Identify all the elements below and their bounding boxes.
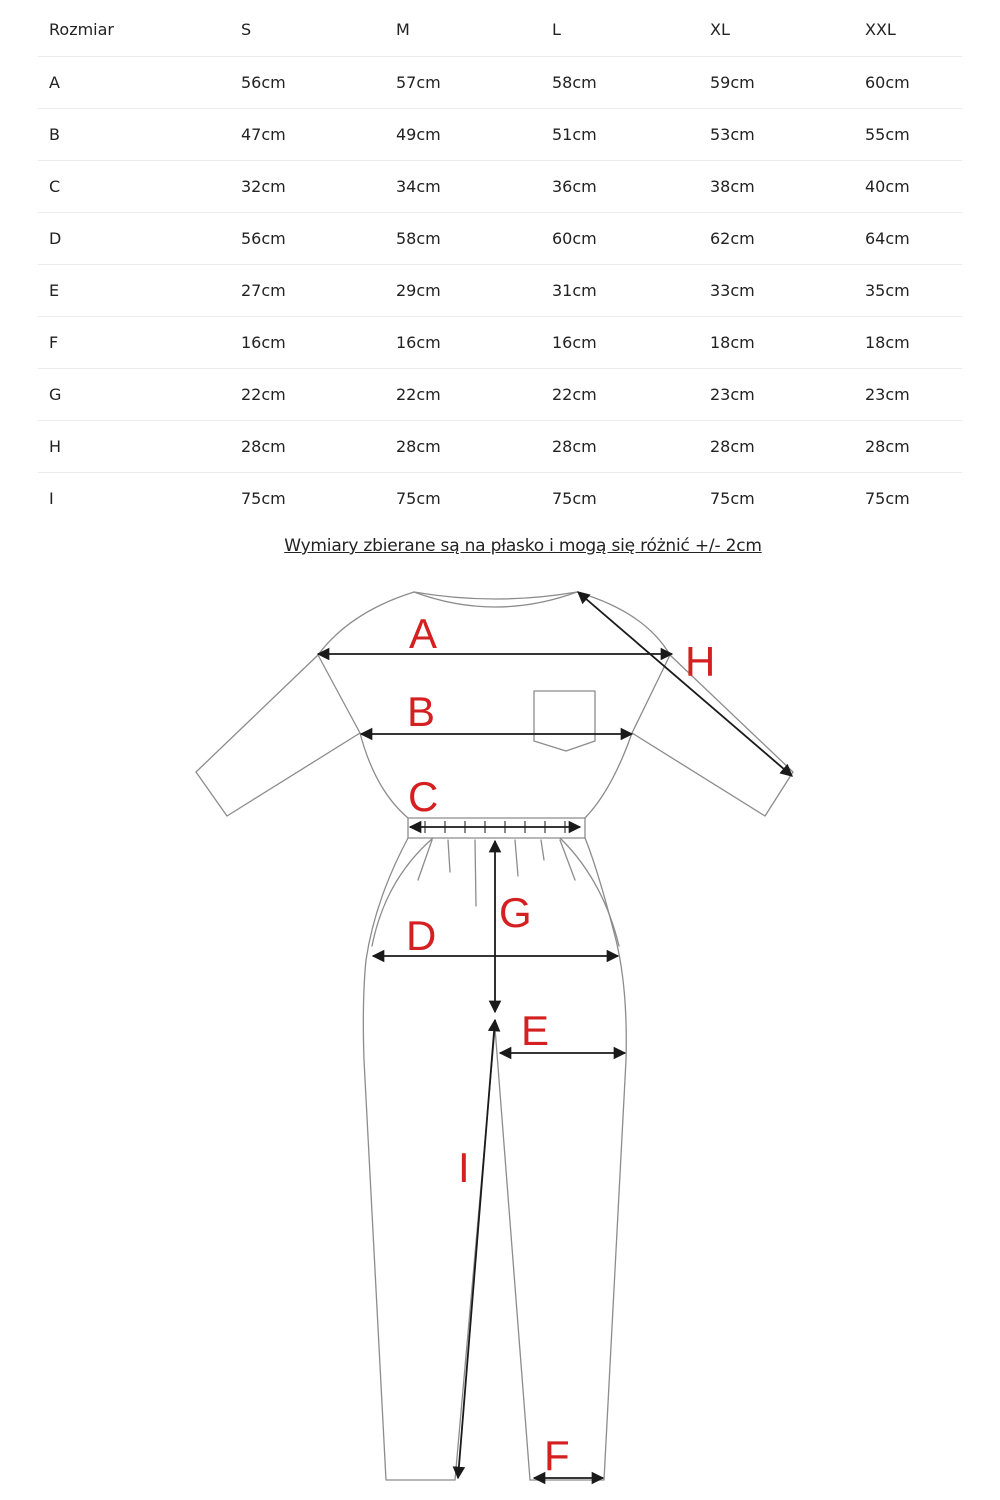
measure-label: A bbox=[38, 57, 230, 109]
right-hip-seam bbox=[560, 838, 619, 946]
table-cell: 28cm bbox=[385, 421, 541, 473]
measure-label: E bbox=[38, 265, 230, 317]
measurement-arrows bbox=[318, 592, 792, 1478]
table-cell: 16cm bbox=[541, 317, 699, 369]
waistband bbox=[408, 818, 585, 838]
table-cell: 53cm bbox=[699, 109, 854, 161]
header-size-s: S bbox=[230, 0, 385, 57]
label-e: E bbox=[521, 1007, 550, 1054]
table-cell: 57cm bbox=[385, 57, 541, 109]
table-cell: 31cm bbox=[541, 265, 699, 317]
label-d: D bbox=[406, 912, 437, 959]
label-h: H bbox=[685, 638, 716, 685]
table-header-row bbox=[38, 0, 962, 57]
table-cell: 47cm bbox=[230, 109, 385, 161]
measure-label: H bbox=[38, 421, 230, 473]
header-size-l: L bbox=[541, 0, 699, 57]
table-cell: 32cm bbox=[230, 161, 385, 213]
garment-outline bbox=[196, 592, 793, 1480]
neckline bbox=[414, 592, 577, 607]
label-a: A bbox=[409, 610, 438, 657]
table-cell: 60cm bbox=[541, 213, 699, 265]
bodice-left bbox=[318, 655, 408, 818]
arrow-i bbox=[458, 1020, 495, 1478]
table-cell: 27cm bbox=[230, 265, 385, 317]
table-cell: 16cm bbox=[385, 317, 541, 369]
table-cell: 18cm bbox=[854, 317, 962, 369]
table-cell: 35cm bbox=[854, 265, 962, 317]
right-shoulder bbox=[577, 592, 670, 655]
label-b: B bbox=[407, 688, 436, 735]
measure-label: B bbox=[38, 109, 230, 161]
table-row bbox=[38, 421, 962, 473]
table-cell: 59cm bbox=[699, 57, 854, 109]
waist-gathers bbox=[418, 840, 575, 906]
table-row bbox=[38, 317, 962, 369]
table-cell: 60cm bbox=[854, 57, 962, 109]
chest-pocket bbox=[534, 691, 595, 751]
table-cell: 62cm bbox=[699, 213, 854, 265]
left-leg-outer bbox=[363, 838, 455, 1480]
left-sleeve bbox=[196, 655, 360, 816]
label-i: I bbox=[458, 1144, 470, 1191]
arrow-c-ticks bbox=[425, 821, 565, 833]
table-cell: 22cm bbox=[230, 369, 385, 421]
measure-label: G bbox=[38, 369, 230, 421]
table-row bbox=[38, 213, 962, 265]
table-row bbox=[38, 109, 962, 161]
table-cell: 51cm bbox=[541, 109, 699, 161]
measure-label: D bbox=[38, 213, 230, 265]
bodice-right bbox=[585, 655, 670, 818]
measure-label: I bbox=[49, 489, 54, 508]
header-size-xl: XL bbox=[699, 0, 854, 57]
header-size-xxl: XXL bbox=[854, 0, 962, 57]
table-row bbox=[38, 265, 962, 317]
table-cell: 22cm bbox=[385, 369, 541, 421]
table-cell: 58cm bbox=[541, 57, 699, 109]
table-cell: 28cm bbox=[854, 421, 962, 473]
table-cell: 40cm bbox=[854, 161, 962, 213]
table-cell: 23cm bbox=[854, 369, 962, 421]
table-cell: 29cm bbox=[385, 265, 541, 317]
right-leg-outer bbox=[530, 838, 626, 1480]
header-size-label: Rozmiar bbox=[38, 0, 230, 57]
table-cell: 58cm bbox=[385, 213, 541, 265]
left-shoulder bbox=[318, 592, 414, 655]
label-g: G bbox=[499, 889, 532, 936]
table-cell: 18cm bbox=[699, 317, 854, 369]
table-cell: 56cm bbox=[230, 213, 385, 265]
table-cell: 28cm bbox=[699, 421, 854, 473]
table-cell: 75cm bbox=[396, 489, 441, 508]
right-sleeve bbox=[632, 655, 793, 816]
table-cell: 49cm bbox=[385, 109, 541, 161]
arrow-h bbox=[578, 592, 792, 776]
table-cell: 22cm bbox=[541, 369, 699, 421]
table-cell: 75cm bbox=[552, 489, 597, 508]
label-f: F bbox=[544, 1432, 570, 1479]
table-cell: 28cm bbox=[230, 421, 385, 473]
table-cell: 28cm bbox=[541, 421, 699, 473]
table-cell: 33cm bbox=[699, 265, 854, 317]
table-cell: 55cm bbox=[854, 109, 962, 161]
header-size-m: M bbox=[385, 0, 541, 57]
measure-label: F bbox=[38, 317, 230, 369]
table-cell: 23cm bbox=[699, 369, 854, 421]
table-row bbox=[38, 369, 962, 421]
size-table bbox=[38, 0, 962, 524]
neckline-back bbox=[414, 592, 577, 599]
inseam bbox=[455, 1028, 530, 1480]
table-cell: 75cm bbox=[710, 489, 755, 508]
left-hip-seam bbox=[372, 838, 433, 946]
table-cell: 36cm bbox=[541, 161, 699, 213]
table-row bbox=[38, 161, 962, 213]
table-cell: 75cm bbox=[241, 489, 286, 508]
table-cell: 16cm bbox=[230, 317, 385, 369]
measure-label: C bbox=[38, 161, 230, 213]
label-c: C bbox=[408, 773, 439, 820]
table-row bbox=[38, 57, 962, 109]
table-cell: 34cm bbox=[385, 161, 541, 213]
measurement-note: Wymiary zbierane są na płasko i mogą się różnić +/- 2cm bbox=[284, 536, 762, 556]
table-cell: 75cm bbox=[865, 489, 910, 508]
table-cell: 38cm bbox=[699, 161, 854, 213]
table-cell: 56cm bbox=[230, 57, 385, 109]
table-cell: 64cm bbox=[854, 213, 962, 265]
table-row bbox=[38, 473, 962, 525]
